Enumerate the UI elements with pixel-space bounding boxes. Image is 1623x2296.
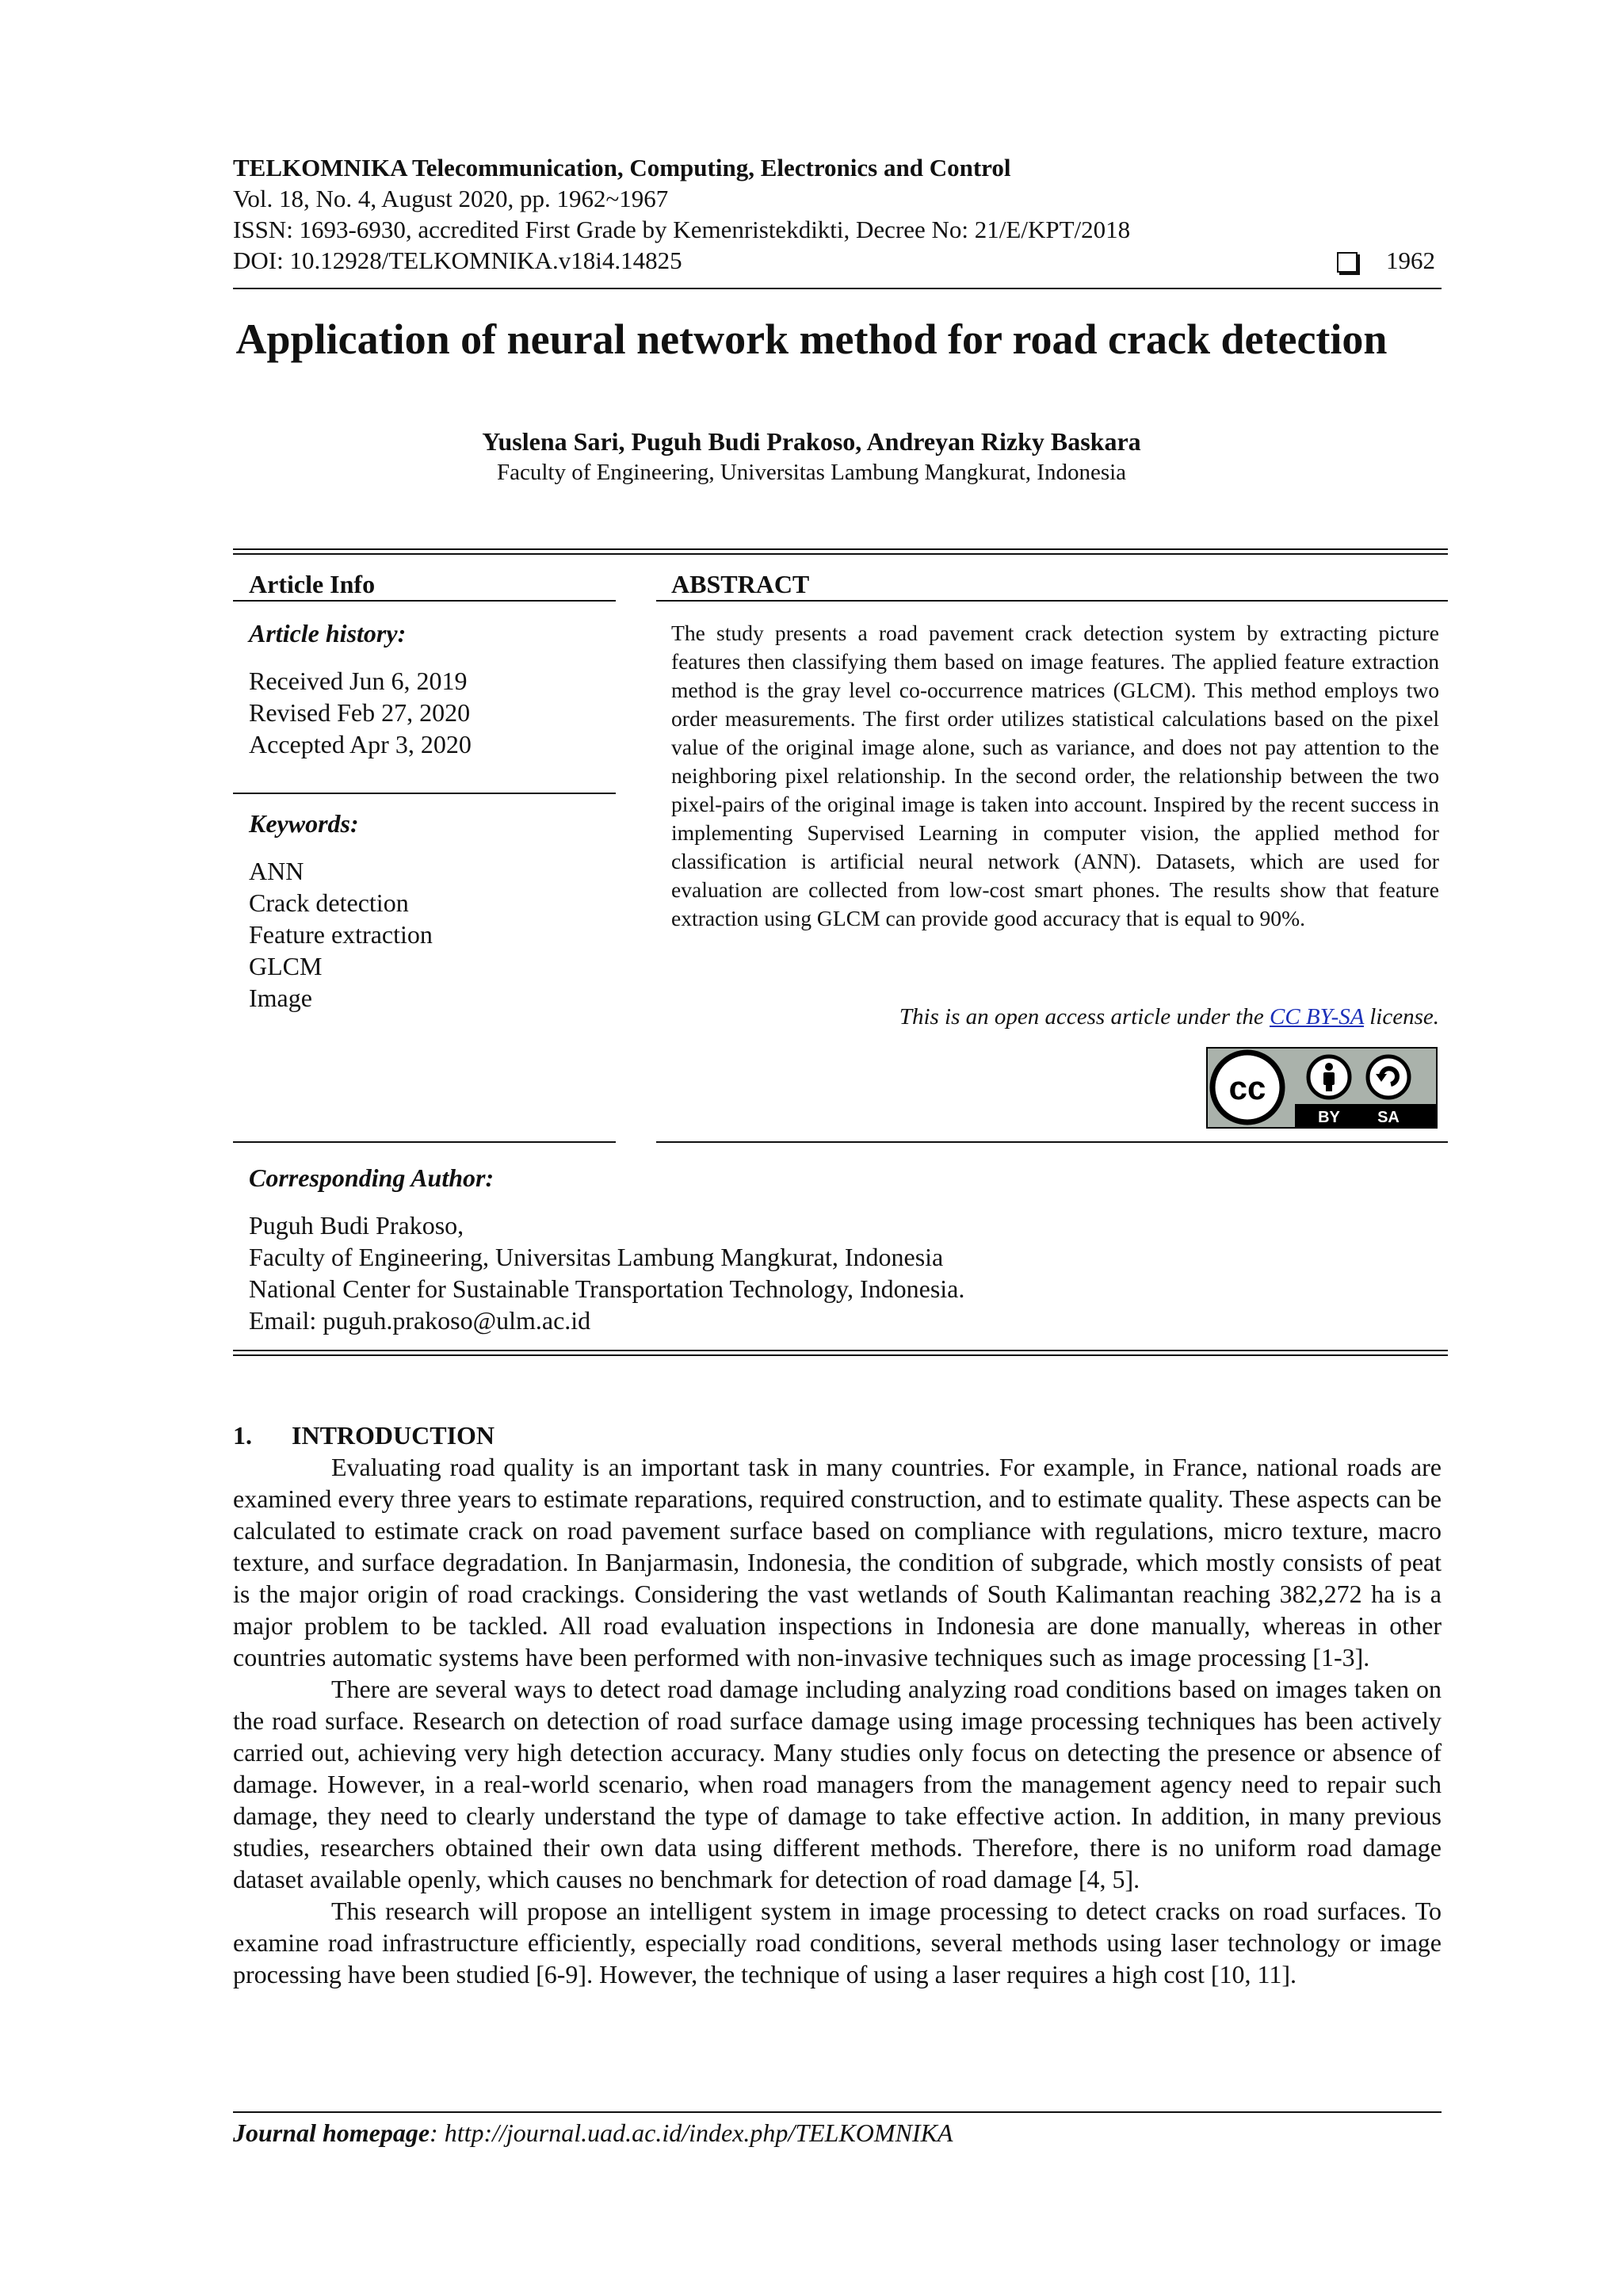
header-divider [233,288,1442,289]
history-heading: Article history: [249,619,407,648]
journal-header [233,152,1442,276]
revised-date: Revised Feb 27, 2020 [249,698,471,727]
checkbox-square-icon [1337,252,1358,273]
author-affiliation-2: National Center for Sustainable Transportation Technology, Indonesia. [249,1274,965,1303]
issn-info: ISSN: 1693-6930, accredited First Grade by Kemenristekdikti, Decree No: 21/E/KPT/2018 [233,216,1131,243]
keyword-item: Crack detection [249,888,409,917]
author-name: Puguh Budi Prakoso, [249,1211,464,1240]
cc-logo-icon [1212,1052,1282,1122]
corresponding-author [249,1162,1438,1336]
keyword-item: GLCM [249,952,323,980]
cc-by-sa-badge[interactable] [1206,1047,1438,1129]
intro-paragraph: Evaluating road quality is an important task in many countries. For example, in France, national roads are examined every three years to estimate reparations, required construction, and to estimate quality. These aspects can be calculated to estimate crack on road pavement surface based on compliance with regulations, micro texture, macro texture, and surface degradation. In Banjarmasin, Indonesia, the condition of subgrade, which mostly consists of peat is the major origin of road crackings. Considering the vast wetlands of South Kalimantan reaching 382,272 ha is a major problem to be tackled. All road evaluation inspections in Indonesia are done manually, whereas in other countries automatic systems have been performed with non-invasive techniques such as image processing [1-3]. [233,1453,1442,1671]
abstract-bottom-rule [656,1141,1448,1143]
attribution-person-icon [1308,1056,1350,1098]
info-box-bottom-rule [233,1350,1448,1356]
article-info-underline [233,600,616,602]
journal-name: TELKOMNIKA Telecommunication, Computing, Electronics and Control [233,154,1011,181]
section-heading: 1. INTRODUCTION [233,1421,495,1450]
cc-by-sa-link[interactable]: CC BY-SA [1270,1004,1364,1030]
keyword-item: ANN [249,857,304,885]
doi-info: DOI: 10.12928/TELKOMNIKA.v18i4.14825 [233,246,682,274]
received-date: Received Jun 6, 2019 [249,667,468,695]
abstract-text: The study presents a road pavement crack detection system by extracting picture features then classifying them based on image features. The applied feature extraction method is the gray level co-occurrence matrices (GLCM). This method employs two order measurements. The first order utilizes statistical calculations based on the pixel value of the original image alone, such as variance, and does not pay attention to the neighboring pixel relationship. In the second order, the relationship between the two pixel-pairs of the original image is taken into account. Inspired by the recent success in implementing Supervised Learning in computer vision, the applied method for classification is artificial neural network (ANN). Datasets, which are used for evaluation are collected from low-cost smart phones. The results show that feature extraction using GLCM can provide good accuracy that is equal to 90%. [671,621,1439,930]
abstract-heading: ABSTRACT [671,570,810,598]
svg-text:cc: cc [1228,1069,1266,1106]
volume-info: Vol. 18, No. 4, August 2020, pp. 1962~1967 [233,185,669,212]
author-email[interactable]: Email: puguh.prakoso@ulm.ac.id [249,1306,591,1335]
keyword-item: Feature extraction [249,920,433,949]
license-statement: This is an open access article under the CC BY-SA license. [899,1004,1439,1030]
page-number: 1962 [1386,246,1435,274]
author-affiliation-1: Faculty of Engineering, Universitas Lambung Mangkurat, Indonesia [249,1243,944,1271]
svg-text:BY: BY [1318,1109,1340,1126]
author-list: Yuslena Sari, Puguh Budi Prakoso, Andreyan Rizky Baskara [482,427,1141,456]
history-divider [233,793,616,794]
footer-divider [233,2111,1442,2113]
accepted-date: Accepted Apr 3, 2020 [249,730,472,758]
introduction-section [233,1419,1442,1990]
keywords-bottom-rule [233,1141,616,1143]
info-box-top-rule [233,548,1448,555]
share-alike-icon [1368,1056,1409,1098]
article-history [249,617,613,760]
article-info-heading: Article Info [249,570,376,598]
intro-paragraph: This research will propose an intelligent system in image processing to detect cracks on road surfaces. To examine road infrastructure efficiently, especially road conditions, several methods using laser technology or image processing have been studied [6-9]. However, the technique of using a laser requires a high cost [10, 11]. [233,1897,1442,1988]
homepage-url[interactable]: : http://journal.uad.ac.id/index.php/TELKOMNIKA [430,2118,953,2147]
keywords-heading: Keywords: [249,809,359,838]
affiliation: Faculty of Engineering, Universitas Lambung Mangkurat, Indonesia [496,460,1127,485]
intro-paragraph: There are several ways to detect road damage including analyzing road conditions based on images taken on the road surface. Research on detection of road surface damage using image processing techniques has been actively carried out, achieving very high detection accuracy. Many studies only focus on detecting the presence or absence of damage. However, in a real-world scenario, when road managers from the management agency need to repair such damage, they need to clearly understand the type of damage to take effective action. In addition, in many previous studies, researchers obtained their own data using different methods. Therefore, there is no uniform road damage dataset available openly, which causes no benchmark for detection of road damage [4, 5]. [233,1675,1442,1893]
journal-homepage-footer: Journal homepage: http://journal.uad.ac.id/index.php/TELKOMNIKA [233,2118,953,2147]
keyword-item: Image [249,984,312,1012]
svg-text:SA: SA [1377,1109,1400,1126]
abstract-underline [656,600,1448,602]
keywords-block [249,808,613,1014]
corresponding-heading: Corresponding Author: [249,1163,495,1192]
paper-title: Application of neural network method for road crack detection [235,315,1388,363]
